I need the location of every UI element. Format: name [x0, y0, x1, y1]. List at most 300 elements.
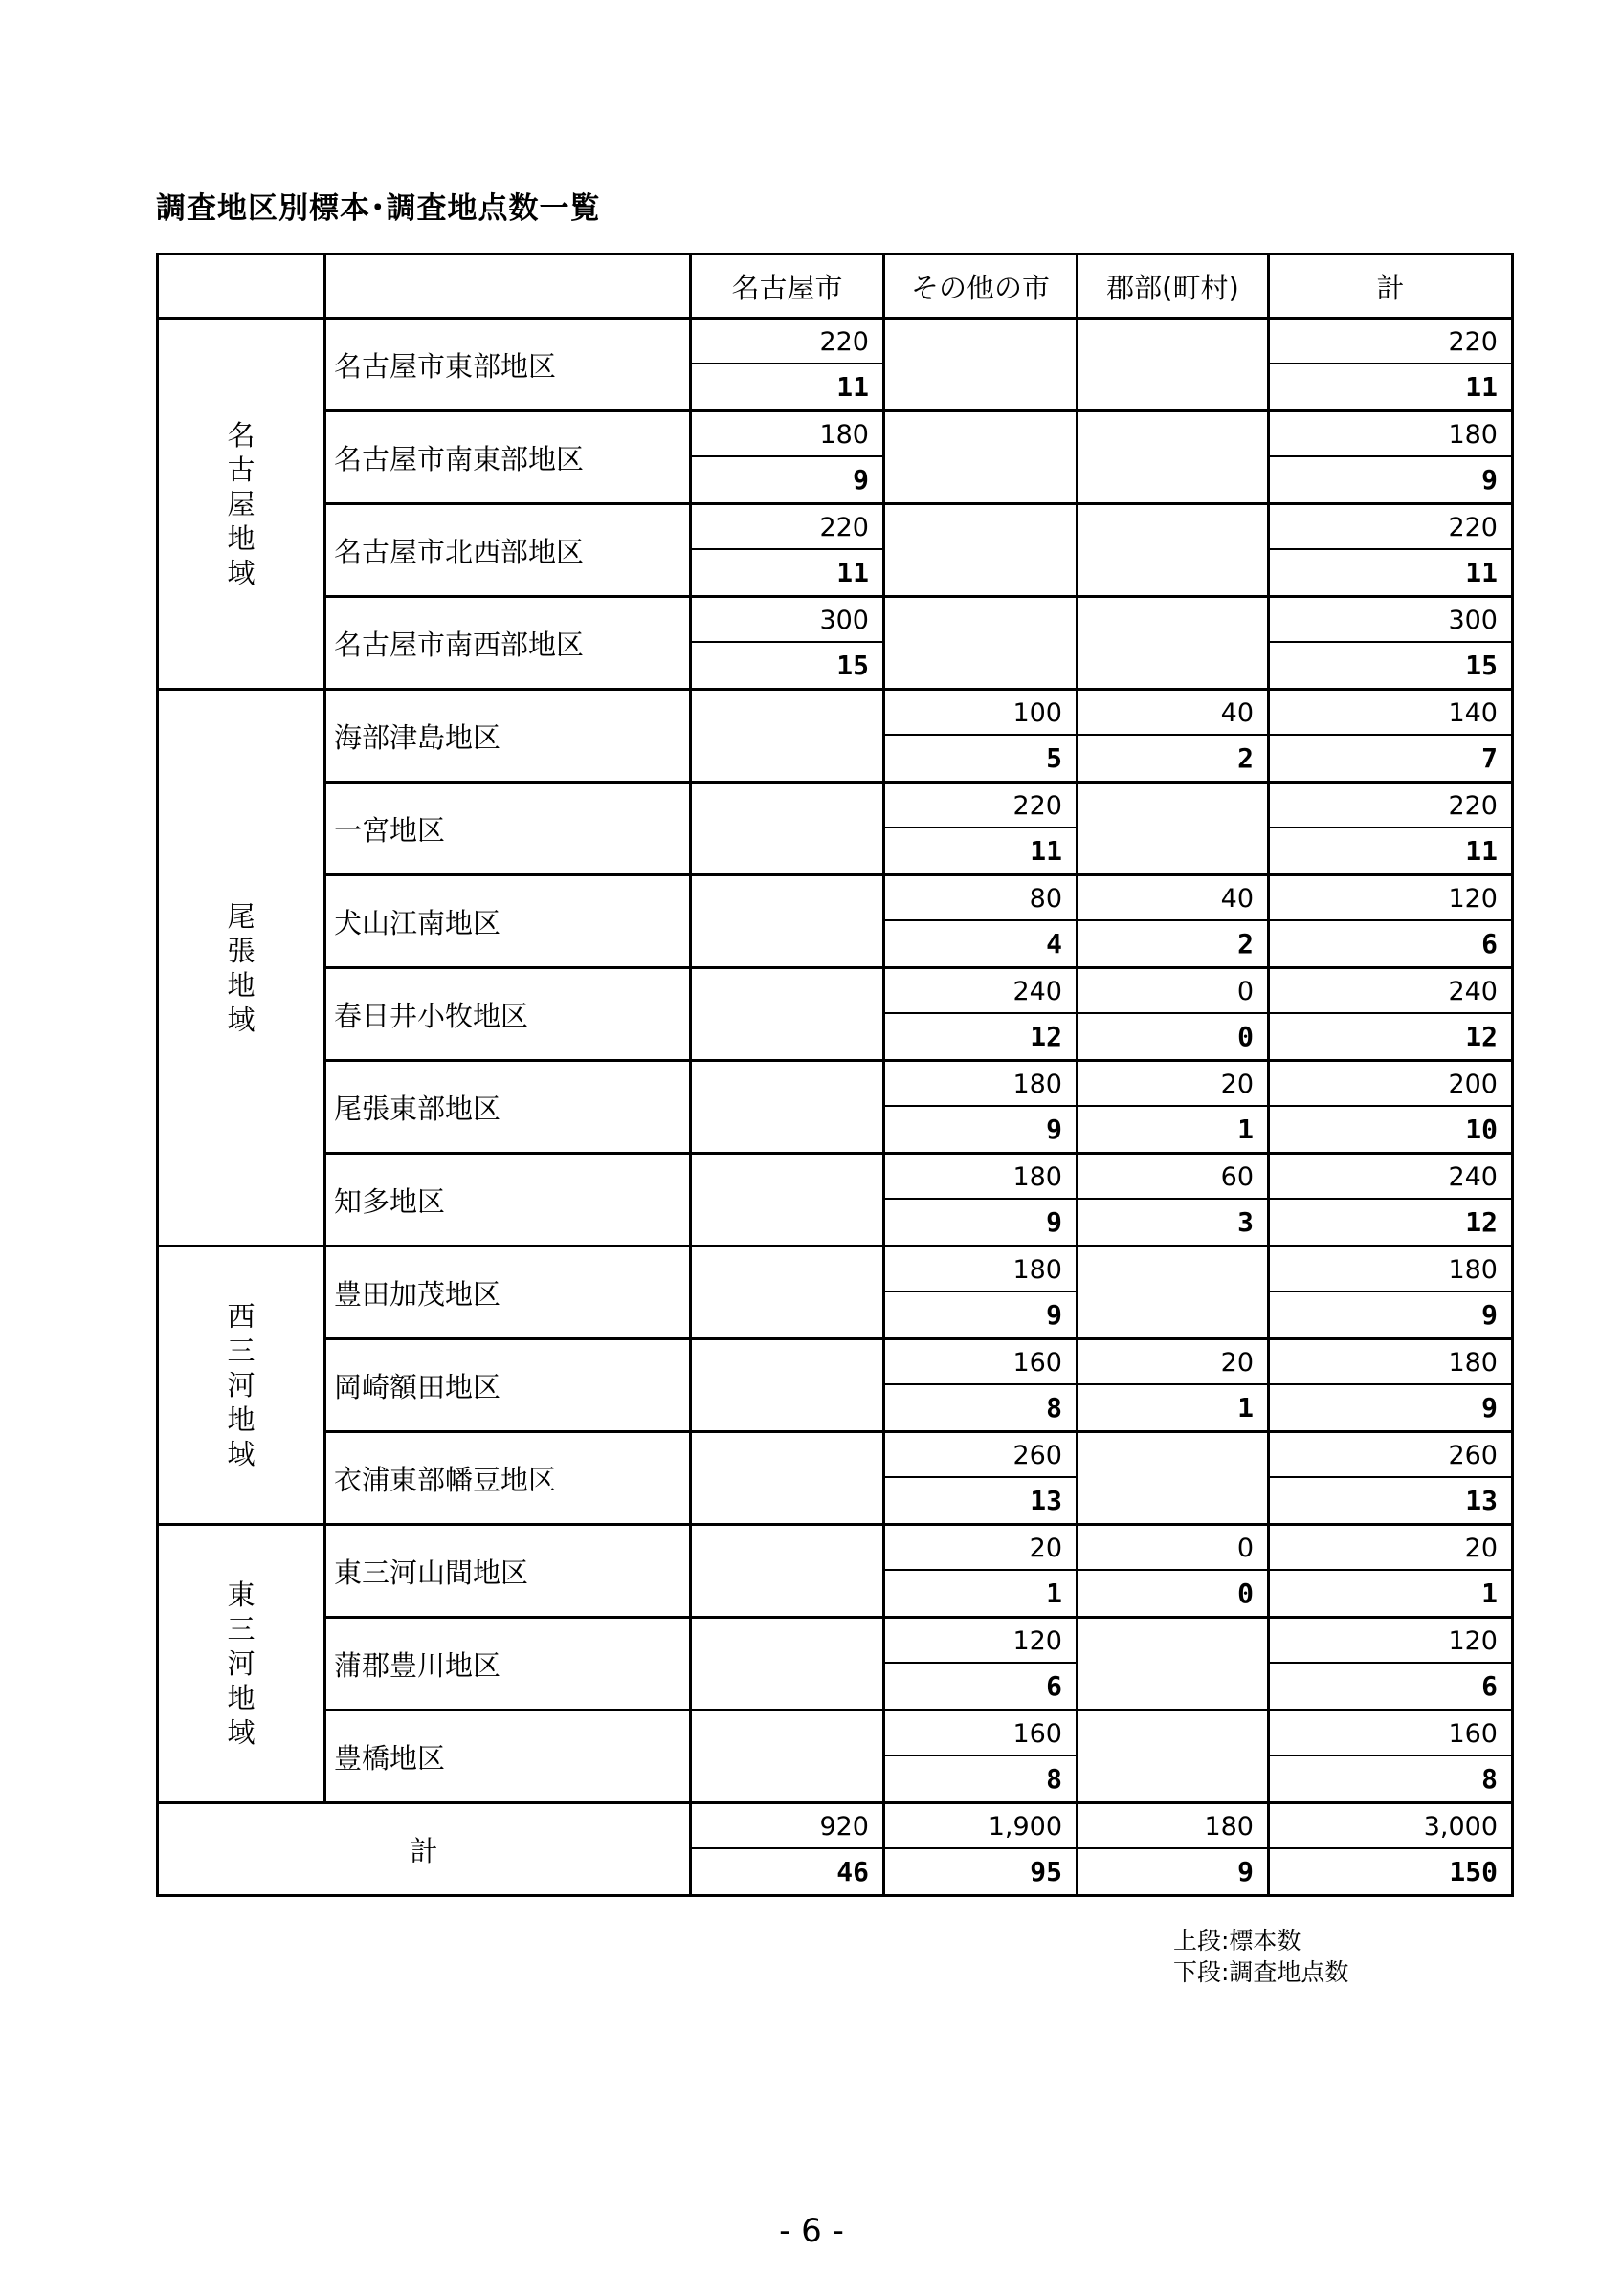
sample-count: 100	[885, 691, 1076, 736]
value-pair	[1078, 876, 1267, 966]
value-pair	[885, 1340, 1076, 1430]
survey-point-count	[1078, 643, 1267, 688]
value-pair	[1270, 598, 1511, 688]
region-cell	[158, 319, 325, 690]
sample-count: 220	[1270, 784, 1511, 828]
cell-gun	[1078, 690, 1269, 783]
table-row	[158, 1525, 1513, 1618]
cell-nagoya	[691, 1618, 884, 1711]
table-row	[158, 1339, 1513, 1432]
table-row	[158, 875, 1513, 968]
cell-other	[884, 504, 1078, 597]
sample-count: 80	[885, 876, 1076, 921]
header-gunbu: 郡部(町村)	[1078, 254, 1269, 319]
sample-count: 220	[885, 784, 1076, 828]
survey-point-count	[692, 1014, 882, 1059]
sample-count: 180	[692, 412, 882, 457]
sample-count	[692, 784, 882, 828]
survey-point-count	[885, 643, 1076, 688]
value-pair	[692, 1433, 882, 1523]
legend-lower: 下段:調査地点数	[1173, 1958, 1349, 1986]
sample-count: 180	[1270, 1247, 1511, 1292]
sample-count: 20	[885, 1526, 1076, 1571]
sample-count: 20	[1270, 1526, 1511, 1571]
cell-nagoya	[691, 1525, 884, 1618]
value-pair	[885, 1711, 1076, 1801]
header-corner-district	[325, 254, 691, 319]
sample-count: 240	[885, 969, 1076, 1014]
total-label: 計	[158, 1803, 691, 1896]
cell-total	[1269, 1803, 1513, 1896]
region-cell	[158, 690, 325, 1247]
survey-point-count: 11	[1465, 371, 1498, 403]
survey-point-count	[692, 921, 882, 966]
survey-point-count	[692, 1664, 882, 1709]
sample-count	[885, 412, 1076, 457]
survey-point-count: 8	[1481, 1763, 1498, 1795]
value-pair	[692, 784, 882, 873]
cell-other	[884, 1432, 1078, 1525]
district-name: 知多地区	[325, 1154, 691, 1247]
value-pair	[1270, 1062, 1511, 1152]
district-name: 名古屋市北西部地区	[325, 504, 691, 597]
value-pair	[1078, 691, 1267, 781]
sample-count: 220	[1270, 505, 1511, 550]
sample-count	[1078, 784, 1267, 828]
table-row	[158, 783, 1513, 875]
cell-gun	[1078, 1247, 1269, 1339]
sample-count	[692, 1062, 882, 1107]
cell-gun	[1078, 411, 1269, 504]
district-name: 一宮地区	[325, 783, 691, 875]
value-pair	[692, 412, 882, 502]
header-total: 計	[1269, 254, 1513, 319]
region-name: 西三河地域	[227, 1300, 256, 1470]
cell-nagoya	[691, 1247, 884, 1339]
region-name: 尾張地域	[227, 899, 256, 1036]
cell-total	[1269, 319, 1513, 411]
value-pair	[692, 320, 882, 409]
cell-other	[884, 597, 1078, 690]
region-name: 名古屋地域	[227, 418, 256, 589]
cell-gun	[1078, 319, 1269, 411]
value-pair	[1078, 320, 1267, 409]
value-pair	[885, 412, 1076, 502]
value-pair	[885, 1526, 1076, 1616]
total-row	[158, 1803, 1513, 1896]
value-pair	[1270, 876, 1511, 966]
value-pair	[885, 1155, 1076, 1245]
cell-gun	[1078, 1618, 1269, 1711]
cell-total	[1269, 690, 1513, 783]
value-pair	[885, 598, 1076, 688]
sample-count: 200	[1270, 1062, 1511, 1107]
survey-point-count: 15	[836, 650, 869, 681]
survey-point-count	[692, 828, 882, 873]
value-pair	[1270, 505, 1511, 595]
sample-count	[692, 1433, 882, 1478]
value-pair	[1270, 1804, 1511, 1894]
sample-count: 180	[885, 1062, 1076, 1107]
sample-count	[692, 876, 882, 921]
cell-nagoya	[691, 1432, 884, 1525]
sample-count	[692, 691, 882, 736]
sample-count: 240	[1270, 1155, 1511, 1200]
cell-gun	[1078, 968, 1269, 1061]
value-pair	[885, 784, 1076, 873]
sample-count	[1078, 1433, 1267, 1478]
sample-count: 180	[1078, 1804, 1267, 1849]
table-body	[158, 254, 1513, 1896]
table-row	[158, 597, 1513, 690]
value-pair	[1078, 505, 1267, 595]
value-pair	[1270, 1247, 1511, 1337]
survey-point-count	[1078, 828, 1267, 873]
survey-point-count: 15	[1465, 650, 1498, 681]
header-corner-region	[158, 254, 325, 319]
survey-point-count: 1	[1481, 1578, 1498, 1609]
cell-gun	[1078, 1339, 1269, 1432]
value-pair	[885, 691, 1076, 781]
value-pair	[1270, 1711, 1511, 1801]
district-name: 東三河山間地区	[325, 1525, 691, 1618]
survey-point-count: 11	[1030, 835, 1062, 867]
survey-point-count: 12	[1030, 1021, 1062, 1052]
value-pair	[692, 1247, 882, 1337]
value-pair	[1270, 1340, 1511, 1430]
sample-count: 920	[692, 1804, 882, 1849]
value-pair	[1078, 1155, 1267, 1245]
cell-other	[884, 1711, 1078, 1803]
survey-point-count: 11	[1465, 835, 1498, 867]
district-name: 豊田加茂地区	[325, 1247, 691, 1339]
sample-count: 220	[1270, 320, 1511, 364]
legend	[1173, 1925, 1348, 1988]
value-pair	[885, 1433, 1076, 1523]
survey-point-count: 6	[1481, 928, 1498, 960]
cell-gun	[1078, 875, 1269, 968]
value-pair	[885, 1247, 1076, 1337]
survey-point-count	[692, 1756, 882, 1801]
sample-count: 180	[885, 1247, 1076, 1292]
survey-point-count: 12	[1465, 1021, 1498, 1052]
sample-count: 60	[1078, 1155, 1267, 1200]
value-pair	[692, 505, 882, 595]
cell-nagoya	[691, 1154, 884, 1247]
survey-point-count	[692, 1385, 882, 1430]
survey-point-count: 4	[1046, 928, 1062, 960]
sample-count: 180	[1270, 412, 1511, 457]
value-pair	[885, 876, 1076, 966]
value-pair	[1270, 784, 1511, 873]
survey-point-count	[1078, 457, 1267, 502]
value-pair	[1078, 784, 1267, 873]
cell-total	[1269, 1432, 1513, 1525]
sample-count	[692, 969, 882, 1014]
cell-gun	[1078, 504, 1269, 597]
legend-upper: 上段:標本数	[1173, 1927, 1301, 1954]
cell-nagoya	[691, 783, 884, 875]
district-name: 名古屋市南西部地区	[325, 597, 691, 690]
cell-total	[1269, 875, 1513, 968]
cell-other	[884, 1247, 1078, 1339]
survey-point-count: 2	[1237, 742, 1254, 774]
value-pair	[885, 1619, 1076, 1709]
district-name: 衣浦東部幡豆地区	[325, 1432, 691, 1525]
sample-count	[1078, 1711, 1267, 1756]
sample-count: 160	[885, 1711, 1076, 1756]
survey-table	[156, 253, 1514, 1897]
cell-nagoya	[691, 875, 884, 968]
survey-point-count	[885, 550, 1076, 595]
table-row	[158, 690, 1513, 783]
value-pair	[692, 1526, 882, 1616]
cell-gun	[1078, 1525, 1269, 1618]
sample-count: 0	[1078, 969, 1267, 1014]
survey-point-count: 9	[1481, 1299, 1498, 1331]
sample-count: 40	[1078, 691, 1267, 736]
value-pair	[1078, 598, 1267, 688]
survey-point-count: 1	[1237, 1392, 1254, 1424]
region-cell	[158, 1247, 325, 1525]
header-row	[158, 254, 1513, 319]
value-pair	[692, 1062, 882, 1152]
cell-other	[884, 1154, 1078, 1247]
cell-total	[1269, 597, 1513, 690]
sample-count	[692, 1340, 882, 1385]
value-pair	[1270, 1526, 1511, 1616]
value-pair	[1078, 1062, 1267, 1152]
sample-count: 180	[885, 1155, 1076, 1200]
header-other-cities: その他の市	[884, 254, 1078, 319]
survey-point-count: 11	[1465, 557, 1498, 588]
table-row	[158, 1711, 1513, 1803]
value-pair	[1270, 691, 1511, 781]
cell-other	[884, 968, 1078, 1061]
cell-gun	[1078, 1432, 1269, 1525]
value-pair	[692, 1619, 882, 1709]
survey-point-count: 11	[836, 557, 869, 588]
table-row	[158, 319, 1513, 411]
survey-point-count	[692, 1571, 882, 1616]
cell-gun	[1078, 783, 1269, 875]
sample-count	[692, 1711, 882, 1756]
sample-count	[692, 1619, 882, 1664]
sample-count	[1078, 412, 1267, 457]
cell-other	[884, 1803, 1078, 1896]
cell-nagoya	[691, 1803, 884, 1896]
sample-count	[1078, 320, 1267, 364]
survey-point-count	[692, 736, 882, 781]
cell-other	[884, 783, 1078, 875]
value-pair	[1270, 969, 1511, 1059]
cell-nagoya	[691, 319, 884, 411]
cell-total	[1269, 411, 1513, 504]
value-pair	[1078, 1247, 1267, 1337]
cell-nagoya	[691, 504, 884, 597]
district-name: 岡崎額田地区	[325, 1339, 691, 1432]
value-pair	[692, 1711, 882, 1801]
value-pair	[1078, 969, 1267, 1059]
cell-gun	[1078, 1154, 1269, 1247]
survey-point-count	[692, 1478, 882, 1523]
survey-point-count: 3	[1237, 1206, 1254, 1238]
cell-gun	[1078, 1061, 1269, 1154]
value-pair	[1078, 1526, 1267, 1616]
survey-point-count: 0	[1237, 1021, 1254, 1052]
table-row	[158, 1061, 1513, 1154]
survey-point-count: 0	[1237, 1578, 1254, 1609]
sample-count	[1078, 505, 1267, 550]
survey-point-count	[1078, 1292, 1267, 1337]
value-pair	[1270, 1619, 1511, 1709]
cell-total	[1269, 1339, 1513, 1432]
cell-nagoya	[691, 597, 884, 690]
page-title: 調査地区別標本･調査地点数一覧	[156, 191, 601, 226]
survey-point-count: 9	[1046, 1206, 1062, 1238]
value-pair	[1270, 1155, 1511, 1245]
value-pair	[1078, 1711, 1267, 1801]
sample-count	[1078, 1247, 1267, 1292]
value-pair	[692, 1155, 882, 1245]
survey-point-count: 6	[1481, 1670, 1498, 1702]
survey-point-count: 9	[1046, 1299, 1062, 1331]
sample-count: 260	[1270, 1433, 1511, 1478]
sample-count: 3,000	[1270, 1804, 1511, 1849]
value-pair	[692, 691, 882, 781]
table-row	[158, 1618, 1513, 1711]
survey-point-count: 95	[1030, 1856, 1062, 1888]
cell-total	[1269, 1154, 1513, 1247]
value-pair	[692, 598, 882, 688]
cell-total	[1269, 1618, 1513, 1711]
survey-point-count	[1078, 550, 1267, 595]
cell-other	[884, 1525, 1078, 1618]
cell-nagoya	[691, 411, 884, 504]
district-name: 尾張東部地区	[325, 1061, 691, 1154]
value-pair	[692, 1340, 882, 1430]
sample-count: 140	[1270, 691, 1511, 736]
table-row	[158, 504, 1513, 597]
survey-point-count: 9	[1481, 464, 1498, 496]
cell-other	[884, 875, 1078, 968]
survey-point-count: 10	[1465, 1114, 1498, 1145]
survey-point-count: 8	[1046, 1392, 1062, 1424]
survey-point-count: 46	[836, 1856, 869, 1888]
sample-count: 160	[1270, 1711, 1511, 1756]
value-pair	[885, 969, 1076, 1059]
survey-point-count: 11	[836, 371, 869, 403]
survey-point-count	[692, 1107, 882, 1152]
sample-count	[885, 505, 1076, 550]
cell-total	[1269, 1061, 1513, 1154]
value-pair	[1078, 1433, 1267, 1523]
sample-count: 20	[1078, 1062, 1267, 1107]
region-name: 東三河地域	[227, 1578, 256, 1749]
value-pair	[692, 1804, 882, 1894]
survey-point-count: 13	[1465, 1485, 1498, 1516]
value-pair	[885, 1062, 1076, 1152]
region-cell	[158, 1525, 325, 1803]
value-pair	[1270, 412, 1511, 502]
sample-count: 300	[692, 598, 882, 643]
page-number: - 6 -	[779, 2212, 844, 2250]
sample-count	[692, 1247, 882, 1292]
sample-count: 20	[1078, 1340, 1267, 1385]
sample-count	[1078, 1619, 1267, 1664]
sample-count: 120	[1270, 1619, 1511, 1664]
cell-total	[1269, 968, 1513, 1061]
sample-count	[692, 1526, 882, 1571]
table-row	[158, 411, 1513, 504]
value-pair	[885, 505, 1076, 595]
survey-point-count	[1078, 1756, 1267, 1801]
survey-point-count: 8	[1046, 1763, 1062, 1795]
survey-point-count	[692, 1200, 882, 1245]
cell-other	[884, 319, 1078, 411]
sample-count	[885, 598, 1076, 643]
sample-count	[885, 320, 1076, 364]
cell-nagoya	[691, 1339, 884, 1432]
survey-point-count: 1	[1046, 1578, 1062, 1609]
value-pair	[1270, 320, 1511, 409]
survey-point-count: 6	[1046, 1670, 1062, 1702]
cell-total	[1269, 1247, 1513, 1339]
cell-other	[884, 690, 1078, 783]
cell-other	[884, 411, 1078, 504]
cell-nagoya	[691, 1061, 884, 1154]
header-nagoya: 名古屋市	[691, 254, 884, 319]
sample-count: 160	[885, 1340, 1076, 1385]
value-pair	[1078, 1619, 1267, 1709]
cell-other	[884, 1061, 1078, 1154]
survey-point-count: 150	[1449, 1856, 1498, 1888]
district-name: 名古屋市南東部地区	[325, 411, 691, 504]
survey-point-count: 12	[1465, 1206, 1498, 1238]
cell-gun	[1078, 597, 1269, 690]
table-row	[158, 968, 1513, 1061]
sample-count: 260	[885, 1433, 1076, 1478]
survey-point-count: 13	[1030, 1485, 1062, 1516]
value-pair	[885, 320, 1076, 409]
survey-point-count	[1078, 364, 1267, 409]
district-name: 海部津島地区	[325, 690, 691, 783]
sample-count: 1,900	[885, 1804, 1076, 1849]
sample-count: 220	[692, 505, 882, 550]
cell-nagoya	[691, 968, 884, 1061]
cell-gun	[1078, 1711, 1269, 1803]
value-pair	[1078, 412, 1267, 502]
sample-count: 300	[1270, 598, 1511, 643]
district-name: 名古屋市東部地区	[325, 319, 691, 411]
sample-count: 220	[692, 320, 882, 364]
sample-count	[1078, 598, 1267, 643]
cell-total	[1269, 783, 1513, 875]
sample-count: 120	[1270, 876, 1511, 921]
survey-point-count	[885, 364, 1076, 409]
cell-other	[884, 1339, 1078, 1432]
survey-point-count	[1078, 1478, 1267, 1523]
cell-total	[1269, 1711, 1513, 1803]
cell-gun	[1078, 1803, 1269, 1896]
survey-point-count	[1078, 1664, 1267, 1709]
sample-count: 40	[1078, 876, 1267, 921]
value-pair	[1078, 1340, 1267, 1430]
value-pair	[692, 969, 882, 1059]
sample-count: 180	[1270, 1340, 1511, 1385]
cell-total	[1269, 504, 1513, 597]
district-name: 蒲郡豊川地区	[325, 1618, 691, 1711]
